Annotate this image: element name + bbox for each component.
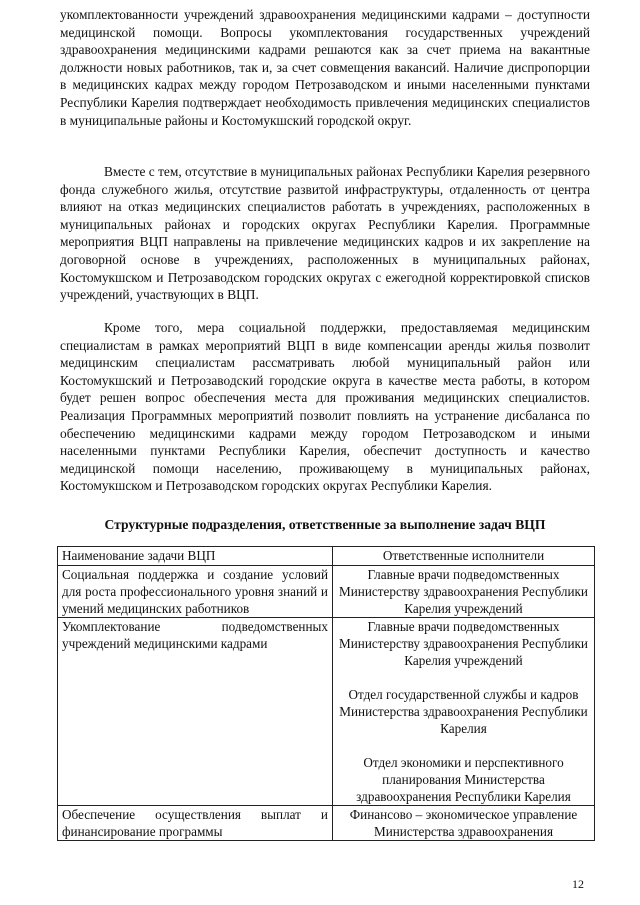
responsible-unit: Отдел государственной службы и кадров Министерства здравоохранения Республики Карелия [339, 687, 588, 736]
responsible-unit: Главные врачи подведомственных Министерству здравоохранения Республики Карелия учреждений [339, 619, 588, 668]
table-row [58, 806, 595, 841]
task-cell: Социальная поддержка и создание условий для роста профессионального уровня знаний и умений медицинских работников [58, 566, 333, 618]
table-title: Структурные подразделения, ответственные за выполнение задач ВЦП [104, 517, 546, 532]
page-number: 12 [572, 877, 584, 891]
paragraph-text: укомплектованности учреждений здравоохранения медицинскими кадрами – доступности медицинской помощи. Вопросы укомплектования государственных учреждений здравоохранения медицинскими кадрами решаются как за счет приема на вакантные должности новых работников, так и, за счет совмещения вакансий. Наличие диспропорции в медицинских кадрах между городом Петрозаводском и иными населенными пунктами Республики Карелия подтверждает необходимость привлечения медицинских специалистов в муниципальные районы и Костомукшский городской округ. [60, 7, 590, 128]
task-cell: Укомплектование подведомственных учреждений медицинскими кадрами [58, 618, 333, 806]
responsible-unit: Главные врачи подведомственных Министерству здравоохранения Республики Карелия учреждений [339, 567, 588, 616]
table-row [58, 618, 595, 806]
column-header-task: Наименование задачи ВЦП [58, 547, 333, 566]
paragraph-text: Кроме того, мера социальной поддержки, предоставляемая медицинским специалистам в рамках мероприятий ВЦП в виде компенсации аренды жилья позволит медицинским специалистам рассматривать любой муниципальный район или Костомукшский и Петрозаводский городские округа в качестве места работы, в котором будет решен вопрос обеспечения места для проживания медицинских специалистов. Реализация Программных мероприятий позволит повлиять на устранение дисбаланса по обеспечению медицинскими кадрами между городом Петрозаводском и иными населенными пунктами Республики Карелия, обеспечит доступность и качество медицинской помощи населению, проживающему в муниципальных районах, Костомукшском и Петрозаводском городских округах Республики Карелия. [60, 320, 590, 494]
paragraph-text: Вместе с тем, отсутствие в муниципальных районах Республики Карелия резервного фонда служебного жилья, отсутствие развитой инфраструктуры, отдаленность от центра влияют на отказ медицинских специалистов работать в учреждениях, расположенных в муниципальных районах и городских округах Республики Карелия. Программные мероприятия ВЦП направлены на привлечение медицинских кадров и их закрепление на договорной основе в учреждениях, расположенных в муниципальных районах, Костомукшском и Петрозаводском городских округах с ежегодной корректировкой списков учреждений, участвующих в ВЦП. [60, 164, 590, 303]
responsible-cell [333, 806, 595, 841]
body-paragraph-3 [60, 319, 590, 495]
table-row [58, 566, 595, 618]
responsibility-table [57, 546, 595, 841]
responsible-unit: Финансово – экономическое управление Министерства здравоохранения [349, 807, 578, 839]
table-header-row [58, 547, 595, 566]
responsible-cell [333, 618, 595, 806]
body-paragraph-1 [60, 6, 590, 129]
responsible-cell [333, 566, 595, 618]
body-paragraph-2 [60, 163, 590, 304]
column-header-responsible: Ответственные исполнители [333, 547, 595, 566]
responsible-unit: Отдел экономики и перспективного планирования Министерства здравоохранения Республики Карелия [356, 755, 571, 804]
task-cell: Обеспечение осуществления выплат и финансирование программы [58, 806, 333, 841]
